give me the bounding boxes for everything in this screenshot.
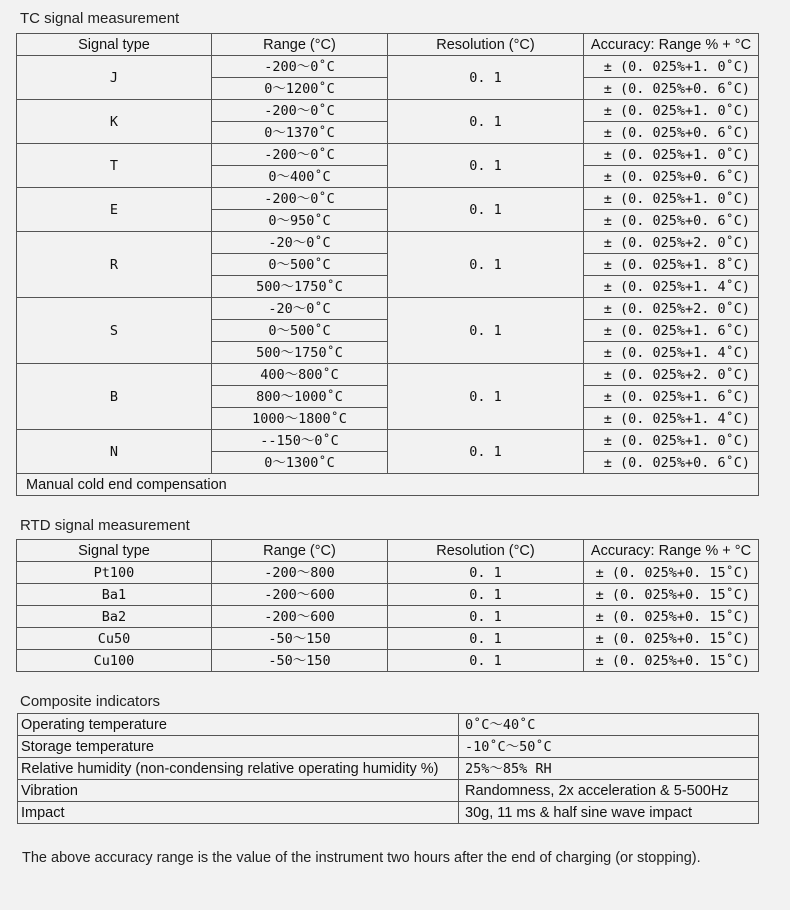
rtd-resolution: 0. 1 (388, 628, 584, 650)
tc-range: -20～0˚C (212, 298, 388, 320)
tc-range: 0～500˚C (212, 254, 388, 276)
tc-signal-type: B (17, 364, 212, 430)
rtd-accuracy: ± (0. 025%+0. 15˚C) (584, 650, 759, 672)
tc-header-cell: Range (°C) (212, 34, 388, 56)
tc-range: 0～1300˚C (212, 452, 388, 474)
tc-resolution: 0. 1 (388, 188, 584, 232)
composite-value: Randomness, 2x acceleration & 5-500Hz (459, 780, 759, 802)
tc-table-row (17, 232, 759, 254)
tc-table-row (17, 364, 759, 386)
tc-resolution: 0. 1 (388, 364, 584, 430)
tc-table-row (17, 188, 759, 210)
rtd-table-row (17, 562, 759, 584)
composite-row (18, 758, 759, 780)
tc-accuracy: ± (0. 025%+1. 0˚C) (584, 56, 759, 78)
composite-row (18, 802, 759, 824)
tc-range: -200～0˚C (212, 188, 388, 210)
rtd-header-row (17, 540, 759, 562)
rtd-header-cell: Range (°C) (212, 540, 388, 562)
rtd-table-row (17, 606, 759, 628)
tc-accuracy: ± (0. 025%+1. 4˚C) (584, 276, 759, 298)
composite-row (18, 780, 759, 802)
tc-range: 500～1750˚C (212, 276, 388, 298)
composite-row (18, 714, 759, 736)
rtd-range: -50～150 (212, 650, 388, 672)
tc-table-row (17, 430, 759, 452)
tc-header-cell: Signal type (17, 34, 212, 56)
tc-range: 0～500˚C (212, 320, 388, 342)
rtd-header-cell: Signal type (17, 540, 212, 562)
tc-table-row (17, 100, 759, 122)
tc-accuracy: ± (0. 025%+1. 4˚C) (584, 408, 759, 430)
rtd-range: -200～600 (212, 584, 388, 606)
tc-footer-row (17, 474, 759, 496)
composite-row (18, 736, 759, 758)
rtd-resolution: 0. 1 (388, 606, 584, 628)
tc-signal-type: K (17, 100, 212, 144)
tc-accuracy: ± (0. 025%+0. 6˚C) (584, 122, 759, 144)
tc-accuracy: ± (0. 025%+2. 0˚C) (584, 232, 759, 254)
rtd-range: -200～800 (212, 562, 388, 584)
tc-range: -20～0˚C (212, 232, 388, 254)
rtd-signal-type: Ba2 (17, 606, 212, 628)
tc-resolution: 0. 1 (388, 430, 584, 474)
rtd-accuracy: ± (0. 025%+0. 15˚C) (584, 606, 759, 628)
tc-accuracy: ± (0. 025%+1. 0˚C) (584, 188, 759, 210)
tc-header-cell: Accuracy: Range % + °C (584, 34, 759, 56)
tc-accuracy: ± (0. 025%+0. 6˚C) (584, 78, 759, 100)
rtd-resolution: 0. 1 (388, 584, 584, 606)
rtd-table-row (17, 584, 759, 606)
rtd-signal-type: Cu50 (17, 628, 212, 650)
composite-value: 25%～85% RH (459, 758, 759, 780)
composite-value: -10˚C～50˚C (459, 736, 759, 758)
tc-accuracy: ± (0. 025%+1. 6˚C) (584, 386, 759, 408)
composite-label: Storage temperature (18, 736, 459, 758)
tc-range: 0～950˚C (212, 210, 388, 232)
tc-accuracy: ± (0. 025%+1. 8˚C) (584, 254, 759, 276)
rtd-header-cell: Resolution (°C) (388, 540, 584, 562)
tc-accuracy: ± (0. 025%+1. 0˚C) (584, 100, 759, 122)
rtd-signal-type: Pt100 (17, 562, 212, 584)
tc-accuracy: ± (0. 025%+2. 0˚C) (584, 364, 759, 386)
tc-resolution: 0. 1 (388, 232, 584, 298)
rtd-accuracy: ± (0. 025%+0. 15˚C) (584, 628, 759, 650)
tc-resolution: 0. 1 (388, 100, 584, 144)
tc-accuracy: ± (0. 025%+1. 4˚C) (584, 342, 759, 364)
tc-signal-type: S (17, 298, 212, 364)
composite-indicators-table (17, 713, 759, 824)
rtd-accuracy: ± (0. 025%+0. 15˚C) (584, 584, 759, 606)
tc-accuracy: ± (0. 025%+0. 6˚C) (584, 210, 759, 232)
tc-range: -200～0˚C (212, 144, 388, 166)
tc-accuracy: ± (0. 025%+1. 0˚C) (584, 430, 759, 452)
accuracy-note: The above accuracy range is the value of the instrument two hours after the end of charging (or stopping). (22, 850, 701, 866)
tc-accuracy: ± (0. 025%+0. 6˚C) (584, 452, 759, 474)
tc-section-title: TC signal measurement (20, 10, 180, 27)
tc-range: --150～0˚C (212, 430, 388, 452)
composite-label: Impact (18, 802, 459, 824)
tc-table-row (17, 56, 759, 78)
composite-label: Relative humidity (non-condensing relative operating humidity %) (18, 758, 459, 780)
tc-signal-type: E (17, 188, 212, 232)
tc-accuracy: ± (0. 025%+1. 0˚C) (584, 144, 759, 166)
rtd-header-cell: Accuracy: Range % + °C (584, 540, 759, 562)
tc-range: 1000～1800˚C (212, 408, 388, 430)
rtd-range: -200～600 (212, 606, 388, 628)
composite-value: 30g, 11 ms & half sine wave impact (459, 802, 759, 824)
tc-table-row (17, 298, 759, 320)
tc-accuracy: ± (0. 025%+1. 6˚C) (584, 320, 759, 342)
composite-label: Operating temperature (18, 714, 459, 736)
rtd-table-row (17, 650, 759, 672)
tc-range: -200～0˚C (212, 56, 388, 78)
rtd-signal-type: Ba1 (17, 584, 212, 606)
composite-section-title: Composite indicators (20, 693, 161, 710)
cold-end-compensation-note: Manual cold end compensation (17, 474, 759, 496)
tc-header-row (17, 34, 759, 56)
tc-resolution: 0. 1 (388, 298, 584, 364)
composite-label: Vibration (18, 780, 459, 802)
rtd-signal-type: Cu100 (17, 650, 212, 672)
tc-accuracy: ± (0. 025%+0. 6˚C) (584, 166, 759, 188)
tc-signal-type: T (17, 144, 212, 188)
tc-resolution: 0. 1 (388, 144, 584, 188)
rtd-range: -50～150 (212, 628, 388, 650)
tc-range: 0～1370˚C (212, 122, 388, 144)
tc-range: -200～0˚C (212, 100, 388, 122)
tc-range: 800～1000˚C (212, 386, 388, 408)
rtd-resolution: 0. 1 (388, 650, 584, 672)
tc-resolution: 0. 1 (388, 56, 584, 100)
rtd-accuracy: ± (0. 025%+0. 15˚C) (584, 562, 759, 584)
tc-range: 0～1200˚C (212, 78, 388, 100)
tc-header-cell: Resolution (°C) (388, 34, 584, 56)
tc-range: 500～1750˚C (212, 342, 388, 364)
rtd-resolution: 0. 1 (388, 562, 584, 584)
tc-range: 0～400˚C (212, 166, 388, 188)
tc-range: 400～800˚C (212, 364, 388, 386)
rtd-section-title: RTD signal measurement (20, 517, 190, 534)
tc-signal-type: N (17, 430, 212, 474)
tc-signal-type: R (17, 232, 212, 298)
rtd-signal-table (16, 539, 759, 672)
rtd-table-row (17, 628, 759, 650)
composite-value: 0˚C～40˚C (459, 714, 759, 736)
tc-table-row (17, 144, 759, 166)
tc-accuracy: ± (0. 025%+2. 0˚C) (584, 298, 759, 320)
tc-signal-type: J (17, 56, 212, 100)
tc-signal-table (16, 33, 759, 496)
